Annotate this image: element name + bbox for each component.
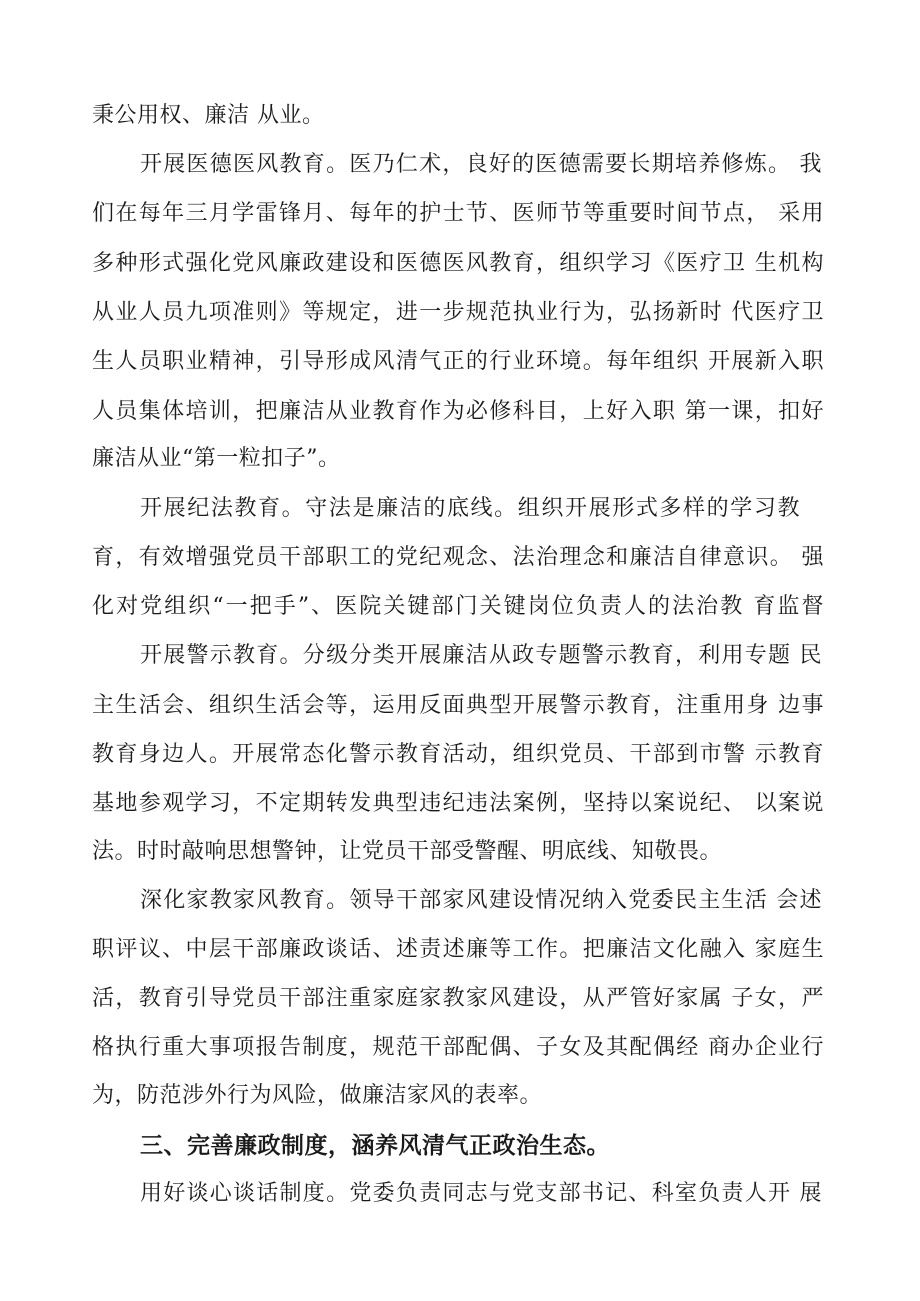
section-heading: 三、完善廉政制度，涵养风清气正政治生态。 xyxy=(140,1133,610,1159)
text-line: 职评议、中层干部廉政谈话、述责述廉等工作。把廉洁文化融入 家庭生 xyxy=(92,937,824,962)
text-line: 从业人员九项准则》等规定，进一步规范执业行为，弘扬新时 代医疗卫 xyxy=(92,300,824,325)
text-line: 用好谈心谈话制度。党委负责同志与党支部书记、科室负责人开 展 xyxy=(140,1181,822,1206)
text-line: 教育身边人。开展常态化警示教育活动，组织党员、干部到市警 示教育 xyxy=(92,742,824,767)
text-line: 法。时时敲响思想警钟，让党员干部受警醒、明底线、知敬畏。 xyxy=(92,839,723,864)
text-line: 开展警示教育。分级分类开展廉洁从政专题警示教育，利用专题 民 xyxy=(140,643,822,668)
text-line: 基地参观学习，不定期转发典型违纪违法案例，坚持以案说纪、 以案说 xyxy=(92,791,824,816)
text-line: 秉公用权、廉洁 从业。 xyxy=(92,103,325,128)
text-line: 格执行重大事项报告制度，规范干部配偶、子女及其配偶经 商办企业行 xyxy=(92,1035,824,1060)
text-line: 活，教育引导党员干部注重家庭家教家风建设，从严管好家属 子女，严 xyxy=(92,986,824,1011)
text-line: 育，有效增强党员干部职工的党纪观念、法治理念和廉洁自律意识。 强 xyxy=(92,545,824,570)
text-line: 化对党组织“一把手”、医院关键部门关键岗位负责人的法治教 育监督 xyxy=(92,594,824,619)
text-line: 开展纪法教育。守法是廉洁的底线。组织开展形式多样的学习教 xyxy=(140,496,800,521)
text-line: 深化家教家风教育。领导干部家风建设情况纳入党委民主生活 会述 xyxy=(140,888,822,913)
text-line: 生人员职业精神，引导形成风清气正的行业环境。每年组织 开展新入职 xyxy=(92,349,824,374)
text-line: 廉洁从业“第一粒扣子”。 xyxy=(92,446,341,471)
text-line: 为，防范涉外行为风险，做廉洁家风的表率。 xyxy=(92,1083,543,1108)
text-line: 们在每年三月学雷锋月、每年的护士节、医师节等重要时间节点， 采用 xyxy=(92,201,824,226)
text-line: 人员集体培训，把廉洁从业教育作为必修科目，上好入职 第一课，扣好 xyxy=(92,399,824,424)
text-line: 多种形式强化党风廉政建设和医德医风教育，组织学习《医疗卫 生机构 xyxy=(92,251,824,276)
text-line: 开展医德医风教育。医乃仁术，良好的医德需要长期培养修炼。 我 xyxy=(140,152,822,177)
text-line: 主生活会、组织生活会等，运用反面典型开展警示教育，注重用身 边事 xyxy=(92,693,824,718)
